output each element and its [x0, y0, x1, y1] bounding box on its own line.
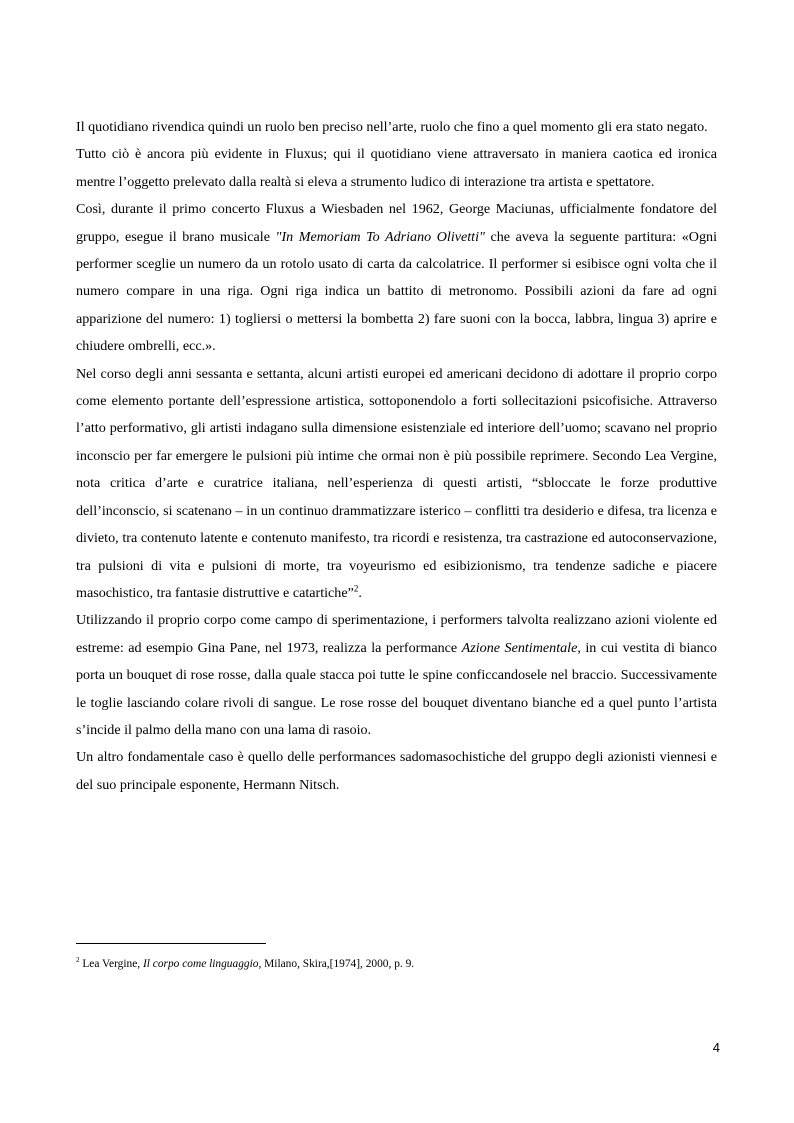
paragraph: [76, 361, 717, 608]
text-run: che aveva la seguente partitura: «Ogni performer sceglie un numero da un rotolo usato di carta da calcolatrice. Il performer si esibisce ogni volta che il numero compare in una riga. Ogni riga indica un battito di metronomo. Possibili azioni da fare ad ogni apparizione del numero: 1) togliersi o mettersi la bombetta 2) fare suoni con la bocca, labbra, lingua 3) aprire e chiudere ombrelli, ecc.».: [76, 228, 717, 355]
paragraph: [76, 141, 717, 196]
italic-title: "In Memoriam To Adriano Olivetti": [275, 228, 485, 245]
text-run: , in cui vestita di bianco porta un bouquet di rose rosse, dalla quale stacca poi tutte le spine conficcandosele nel braccio. Successivamente le toglie lasciando colare rivoli di sangue. Le rose rosse del bouquet diventano bianche ed a quel punto l’artista s’incide il palmo della mano con una lama di rasoio.: [76, 639, 717, 738]
text-run: Tutto ciò è ancora più evidente in Fluxus; qui il quotidiano viene attraversato in maniera caotica ed ironica mentre l’oggetto prelevato dalla realtà si eleva a strumento ludico di interazione tra artista e spettatore.: [76, 146, 717, 190]
footnote-book-title: Il corpo come linguaggio: [142, 958, 259, 970]
footnote-reference: 2: [353, 583, 359, 594]
body-text: [76, 114, 717, 799]
text-run: Così, durante il primo concerto Fluxus a Wiesbaden nel 1962, George Maciunas, ufficialmente fondatore del gruppo, esegue il brano musicale: [76, 201, 717, 245]
italic-title: Azione Sentimentale: [461, 639, 578, 656]
text-run: Utilizzando il proprio corpo come campo di sperimentazione, i performers talvolta realizzano azioni violente ed estreme: ad esempio Gina Pane, nel 1973, realizza la performance: [76, 612, 717, 656]
text-run: Un altro fondamentale caso è quello delle performances sadomasochistiche del gruppo degli azionisti viennesi e del suo principale esponente, Hermann Nitsch.: [76, 749, 717, 793]
footnote-author: Lea Vergine,: [79, 958, 143, 970]
footnote-publication: , Milano, Skira,[1974], 2000, p. 9.: [258, 958, 415, 970]
text-run: .: [358, 584, 362, 601]
paragraph: [76, 744, 717, 799]
footnote-separator: [76, 943, 266, 944]
paragraph: [76, 114, 717, 141]
footnote-marker: 2: [76, 956, 80, 965]
footnote: [76, 956, 717, 972]
paragraph: [76, 196, 717, 360]
paragraph: [76, 607, 717, 744]
page-number: 4: [712, 1040, 720, 1055]
text-run: Il quotidiano rivendica quindi un ruolo ben preciso nell’arte, ruolo che fino a quel momento gli era stato negato.: [76, 119, 708, 135]
text-run: Nel corso degli anni sessanta e settanta, alcuni artisti europei ed americani decidono di adottare il proprio corpo come elemento portante dell’espressione artistica, sottoponendolo a forti sollecitazioni psicofisiche. Attraverso l’atto performativo, gli artisti indagano sulla dimensione esistenziale ed interiore dell’uomo; scavano nel proprio inconscio per far emergere le pulsioni più intime che ormai non è più possibile reprimere. Secondo Lea Vergine, nota critica d’arte e curatrice italiana, nell’esperienza di questi artisti, “sbloccate le forze produttive dell’inconscio, si scatenano – in un continuo drammatizzare isterico – conflitti tra desiderio e difesa, tra licenza e divieto, tra contenuto latente e contenuto manifesto, tra ricordi e resistenza, tra castrazione ed autoconservazione, tra pulsioni di vita e pulsioni di morte, tra voyeurismo ed esibizionismo, tra tendenze sadiche e piacere masochistico, tra fantasie distruttive e catartiche”: [76, 365, 717, 601]
